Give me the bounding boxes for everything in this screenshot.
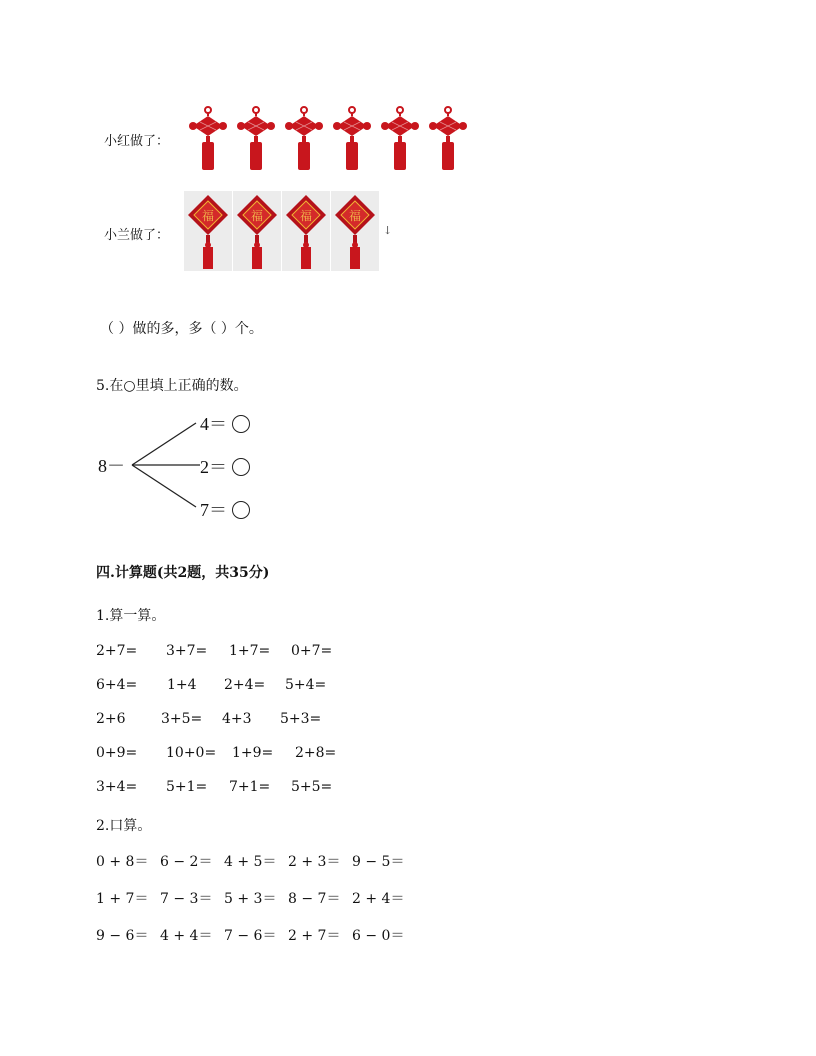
- chinese-knot-image: [425, 104, 471, 172]
- q1-title: 1.算一算。: [96, 608, 166, 624]
- oral-calc-item: 1 + 7＝: [96, 891, 149, 907]
- fu-charm-image: [233, 191, 281, 271]
- calc-item: 2+4=: [224, 677, 266, 693]
- svg-text:福: 福: [250, 209, 264, 223]
- subtraction-tree: [96, 408, 296, 524]
- branch-1: 4＝: [200, 410, 250, 436]
- charm-image-row: [184, 191, 379, 271]
- oral-calc-item: 6 − 2＝: [160, 854, 213, 870]
- q5-title: 5.在○里填上正确的数。: [96, 378, 248, 394]
- calc-item: 2+6: [96, 711, 126, 727]
- paragraph-mark: ↓: [383, 224, 393, 237]
- oral-calc-item: 7 − 3＝: [160, 891, 213, 907]
- calc-item: 3+4=: [96, 779, 138, 795]
- oral-calc-item: 2 + 3＝: [288, 854, 341, 870]
- calc-item: 3+5=: [161, 711, 203, 727]
- oral-calc-item: 9 − 6＝: [96, 928, 149, 944]
- answer-circle[interactable]: [232, 458, 250, 476]
- answer-circle[interactable]: [232, 501, 250, 519]
- svg-text:福: 福: [201, 209, 215, 223]
- oral-calc-item: 6 − 0＝: [352, 928, 405, 944]
- row1-label: 小红做了：: [104, 134, 170, 149]
- calc-item: 5+5=: [291, 779, 333, 795]
- calc-item: 10+0=: [166, 745, 217, 761]
- chinese-knot-image: [329, 104, 375, 172]
- calc-item: 2+8=: [295, 745, 337, 761]
- chinese-knot-image: [281, 104, 327, 172]
- oral-calc-item: 9 − 5＝: [352, 854, 405, 870]
- minuend: 8－: [98, 456, 125, 476]
- compare-question: （ ）做的多，多（ ）个。: [100, 321, 263, 337]
- calc-item: 7+1=: [229, 779, 271, 795]
- chinese-knot-image: [185, 104, 231, 172]
- svg-text:福: 福: [348, 209, 362, 223]
- oral-calc-item: 2 + 4＝: [352, 891, 405, 907]
- calc-item: 5+4=: [285, 677, 327, 693]
- answer-circle[interactable]: [232, 415, 250, 433]
- q2-title: 2.口算。: [96, 818, 152, 834]
- branch-2: 2＝: [200, 453, 250, 479]
- calc-item: 1+9=: [232, 745, 274, 761]
- fu-charm-image: [331, 191, 379, 271]
- section-heading: 四.计算题(共2题，共35分): [96, 565, 270, 581]
- knot-image-row: [185, 104, 471, 172]
- oral-calc-item: 4 + 5＝: [224, 854, 277, 870]
- calc-item: 4+3: [222, 711, 252, 727]
- oral-calc-item: 5 + 3＝: [224, 891, 277, 907]
- oral-calc-item: 2 + 7＝: [288, 928, 341, 944]
- calc-item: 2+7=: [96, 643, 138, 659]
- svg-text:福: 福: [299, 209, 313, 223]
- fu-charm-image: [282, 191, 330, 271]
- calc-item: 0+9=: [96, 745, 138, 761]
- calc-item: 1+4: [167, 677, 197, 693]
- fu-charm-image: [184, 191, 232, 271]
- calc-item: 5+1=: [166, 779, 208, 795]
- oral-calc-item: 7 − 6＝: [224, 928, 277, 944]
- chinese-knot-image: [233, 104, 279, 172]
- branch-3: 7＝: [200, 496, 250, 522]
- calc-item: 5+3=: [280, 711, 322, 727]
- oral-calc-item: 0 + 8＝: [96, 854, 149, 870]
- oral-calc-item: 4 + 4＝: [160, 928, 213, 944]
- chinese-knot-image: [377, 104, 423, 172]
- calc-item: 3+7=: [166, 643, 208, 659]
- calc-item: 0+7=: [291, 643, 333, 659]
- tree-lines: [96, 408, 296, 524]
- calc-item: 1+7=: [229, 643, 271, 659]
- oral-calc-item: 8 − 7＝: [288, 891, 341, 907]
- row2-label: 小兰做了：: [104, 228, 170, 243]
- calc-item: 6+4=: [96, 677, 138, 693]
